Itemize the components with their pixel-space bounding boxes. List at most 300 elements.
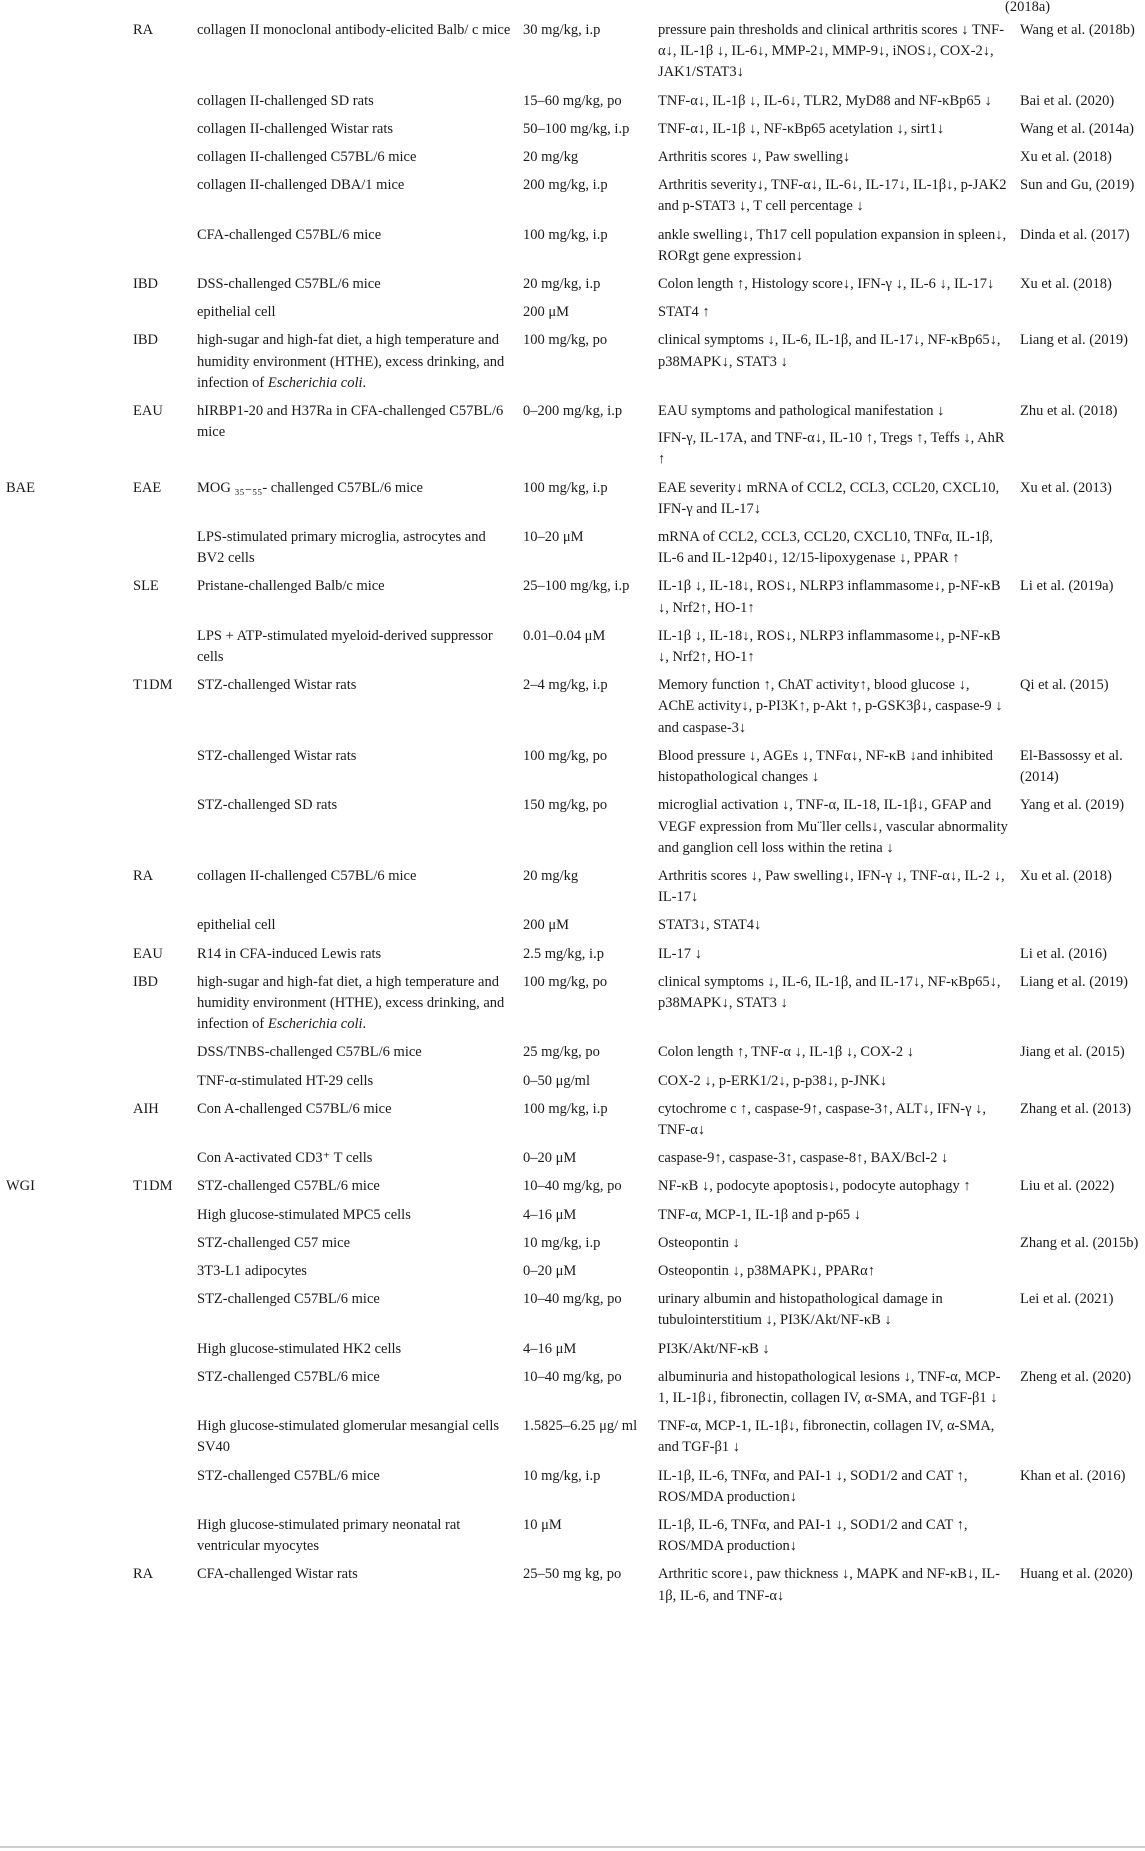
table-row bbox=[0, 675, 1145, 746]
table-row bbox=[0, 1339, 1145, 1367]
compound-cell bbox=[0, 866, 127, 915]
disease-cell bbox=[127, 1367, 191, 1416]
effect-cell bbox=[652, 1261, 1014, 1289]
effect-cell bbox=[652, 478, 1014, 527]
disease-cell: IBD bbox=[133, 332, 158, 349]
disease-cell: T1DM bbox=[133, 677, 173, 694]
effect-cell bbox=[652, 20, 1014, 91]
compound-cell bbox=[0, 1416, 127, 1465]
reference-cell: Xu et al. (2018) bbox=[1020, 276, 1112, 293]
model-text: hIRBP1-20 and H37Ra in CFA-challenged C57BL/6 mice bbox=[197, 403, 504, 441]
reference-cell: Zhu et al. (2018) bbox=[1020, 403, 1118, 420]
disease-cell bbox=[127, 175, 191, 224]
effect-text: Memory function ↑, ChAT activity↑, blood glucose ↓, AChE activity↓, p-PI3K↑, p-Akt ↑, p-GSK3β↓, caspase-9 ↓ and caspase-3↓ bbox=[658, 677, 1003, 736]
effect-cell bbox=[652, 119, 1014, 147]
disease-cell bbox=[127, 1261, 191, 1289]
disease-cell bbox=[127, 1515, 191, 1564]
effect-cell bbox=[652, 795, 1014, 866]
compound-cell bbox=[0, 274, 127, 302]
model-text: High glucose-stimulated primary neonatal rat ventricular myocytes bbox=[197, 1516, 461, 1555]
disease-cell bbox=[127, 1071, 191, 1099]
disease-cell bbox=[127, 527, 191, 576]
effect-cell bbox=[652, 1148, 1014, 1176]
model-text: high-sugar and high-fat diet, a high temperature and humidity environment (HTHE), excess drinking, and infection of bbox=[197, 332, 505, 391]
table-row bbox=[0, 1205, 1145, 1233]
effect-cell bbox=[652, 1515, 1014, 1564]
reference-cell: Jiang et al. (2015) bbox=[1020, 1044, 1125, 1061]
model-text: high-sugar and high-fat diet, a high temperature and humidity environment (HTHE), excess drinking, and infection of bbox=[197, 973, 505, 1033]
table-row bbox=[0, 302, 1145, 330]
effect-text: Osteopontin ↓, p38MAPK↓, PPARα↑ bbox=[658, 1262, 875, 1279]
reference-cell: Li et al. (2019a) bbox=[1020, 578, 1114, 595]
model-text: STZ-challenged C57BL/6 mice bbox=[197, 1291, 380, 1308]
dose-cell: 2.5 mg/kg, i.p bbox=[523, 945, 604, 962]
effect-cell bbox=[652, 1367, 1014, 1416]
disease-cell bbox=[127, 1148, 191, 1176]
compound-cell bbox=[0, 1261, 127, 1289]
compound-cell bbox=[0, 1099, 127, 1148]
effect-text: Blood pressure ↓, AGEs ↓, TNFα↓, NF-κB ↓and inhibited histopathological changes ↓ bbox=[658, 747, 993, 786]
dose-cell: 30 mg/kg, i.p bbox=[523, 22, 601, 38]
effect-cell bbox=[652, 1416, 1014, 1465]
table-row bbox=[0, 1042, 1145, 1070]
effect-cell bbox=[652, 527, 1014, 576]
dose-cell: 10–40 mg/kg, po bbox=[523, 1368, 622, 1385]
model-text: CFA-challenged Wistar rats bbox=[197, 1566, 358, 1583]
dose-cell: 0.01–0.04 μM bbox=[523, 627, 606, 644]
compound-cell bbox=[0, 746, 127, 795]
dose-cell: 10–40 mg/kg, po bbox=[523, 1178, 622, 1195]
compound-cell bbox=[0, 1148, 127, 1176]
reference-cell bbox=[1014, 915, 1145, 943]
reference-cell bbox=[1014, 1071, 1145, 1099]
model-cell bbox=[191, 944, 517, 972]
model-cell bbox=[191, 1071, 517, 1099]
model-cell bbox=[191, 91, 517, 119]
reference-cell: Qi et al. (2015) bbox=[1020, 677, 1109, 694]
reference-cell bbox=[1014, 1515, 1145, 1564]
reference-cell: Xu et al. (2018) bbox=[1020, 867, 1112, 884]
dose-cell: 4–16 μM bbox=[523, 1206, 577, 1223]
effect-text: IL-1β ↓, IL-18↓, ROS↓, NLRP3 inflammasome↓, p-NF-κB ↓, Nrf2↑, HO-1↑ bbox=[658, 578, 1001, 616]
effect-cell bbox=[652, 915, 1014, 943]
compound-cell bbox=[0, 944, 127, 972]
dose-cell: 200 mg/kg, i.p bbox=[523, 177, 608, 194]
table-row bbox=[0, 626, 1145, 675]
model-cell bbox=[191, 795, 517, 866]
reference-cell: Xu et al. (2013) bbox=[1020, 479, 1112, 496]
table-row bbox=[0, 915, 1145, 943]
disease-cell bbox=[127, 1466, 191, 1515]
effect-cell bbox=[652, 91, 1014, 119]
compound-cell bbox=[0, 147, 127, 175]
compound-cell bbox=[0, 1339, 127, 1367]
table-row bbox=[0, 1466, 1145, 1515]
dose-cell: 100 mg/kg, i.p bbox=[523, 226, 608, 243]
model-text: collagen II-challenged C57BL/6 mice bbox=[197, 149, 417, 166]
effect-cell bbox=[652, 147, 1014, 175]
disease-cell bbox=[127, 1289, 191, 1338]
model-text: epithelial cell bbox=[197, 917, 276, 934]
compound-cell bbox=[0, 1367, 127, 1416]
model-text: epithelial cell bbox=[197, 304, 276, 321]
model-text: High glucose-stimulated MPC5 cells bbox=[197, 1206, 411, 1223]
table-row bbox=[0, 866, 1145, 915]
effect-text: STAT4 ↑ bbox=[658, 304, 710, 321]
model-cell bbox=[191, 225, 517, 274]
model-text: STZ-challenged C57BL/6 mice bbox=[197, 1368, 380, 1385]
table-row bbox=[0, 1416, 1145, 1465]
compound-cell: WGI bbox=[6, 1178, 35, 1195]
effect-text: clinical symptoms ↓, IL-6, IL-1β, and IL-17↓, NF-κBp65↓, p38MAPK↓, STAT3 ↓ bbox=[658, 973, 1001, 1011]
table-row bbox=[0, 1148, 1145, 1176]
table-row bbox=[0, 330, 1145, 401]
effect-text: pressure pain thresholds and clinical arthritis scores ↓ TNF-α↓, IL-1β ↓, IL-6↓, MMP-2↓, MMP-9↓, iNOS↓, COX-2↓, JAK1/STAT3↓ bbox=[658, 22, 1005, 81]
effect-cell bbox=[652, 1205, 1014, 1233]
effect-text: COX-2 ↓, p-ERK1/2↓, p-p38↓, p-JNK↓ bbox=[658, 1072, 888, 1089]
table-row bbox=[0, 147, 1145, 175]
dose-cell: 2–4 mg/kg, i.p bbox=[523, 677, 608, 694]
table-row bbox=[0, 119, 1145, 147]
model-cell bbox=[191, 1261, 517, 1289]
disease-cell: EAU bbox=[133, 403, 163, 420]
effect-cell bbox=[652, 1176, 1014, 1204]
effect-text: Colon length ↑, Histology score↓, IFN-γ ↓, IL-6 ↓, IL-17↓ bbox=[658, 276, 995, 293]
disease-cell: RA bbox=[133, 1566, 154, 1583]
disease-cell bbox=[127, 746, 191, 795]
model-text: TNF-α-stimulated HT-29 cells bbox=[197, 1072, 374, 1089]
effect-text: TNF-α↓, IL-1β ↓, IL-6↓, TLR2, MyD88 and NF-κBp65 ↓ bbox=[658, 92, 992, 109]
reference-cell: Dinda et al. (2017) bbox=[1020, 226, 1130, 243]
model-text: DSS-challenged C57BL/6 mice bbox=[197, 276, 381, 293]
table-row bbox=[0, 401, 1145, 478]
reference-cell: Liang et al. (2019) bbox=[1020, 973, 1128, 990]
table-row bbox=[0, 1099, 1145, 1148]
model-cell bbox=[191, 972, 517, 1043]
model-text: Pristane-challenged Balb/c mice bbox=[197, 578, 385, 595]
model-text: R14 in CFA-induced Lewis rats bbox=[197, 945, 382, 962]
model-cell bbox=[191, 675, 517, 746]
compound-cell bbox=[0, 675, 127, 746]
compound-cell bbox=[0, 626, 127, 675]
effect-text: IL-17 ↓ bbox=[658, 945, 702, 962]
dose-cell: 25–50 mg kg, po bbox=[523, 1566, 622, 1583]
table-row bbox=[0, 795, 1145, 866]
effect-cell bbox=[652, 576, 1014, 625]
model-text: collagen II-challenged DBA/1 mice bbox=[197, 177, 405, 194]
table-row bbox=[0, 478, 1145, 527]
disease-cell bbox=[127, 1339, 191, 1367]
effect-text: TNF-α, MCP-1, IL-1β and p-p65 ↓ bbox=[658, 1206, 862, 1223]
dose-cell: 100 mg/kg, i.p bbox=[523, 479, 608, 496]
model-text: STZ-challenged Wistar rats bbox=[197, 677, 357, 694]
reference-cell bbox=[1014, 1339, 1145, 1367]
disease-cell: EAE bbox=[133, 479, 162, 496]
effect-text: Arthritis scores ↓, Paw swelling↓ bbox=[658, 149, 851, 166]
table-row bbox=[0, 175, 1145, 224]
model-text: STZ-challenged C57BL/6 mice bbox=[197, 1178, 380, 1195]
dose-cell: 4–16 μM bbox=[523, 1340, 577, 1357]
model-species: Escherichia coli bbox=[267, 1016, 363, 1033]
effect-text: NF-κB ↓, podocyte apoptosis↓, podocyte autophagy ↑ bbox=[658, 1178, 971, 1195]
disease-cell bbox=[127, 119, 191, 147]
table-bottom-rule bbox=[0, 1846, 1145, 1848]
dose-cell: 150 mg/kg, po bbox=[523, 797, 608, 814]
effect-cell bbox=[652, 401, 1014, 478]
effect-text: microglial activation ↓, TNF-α, IL-18, IL-1β↓, GFAP and VEGF expression from Mu¨ller cells↓, vascular abnormality and ganglion cell loss within the retina ↓ bbox=[658, 797, 1008, 856]
table-row bbox=[0, 20, 1145, 91]
disease-cell: AIH bbox=[133, 1100, 159, 1117]
effect-text: TNF-α, MCP-1, IL-1β↓, fibronectin, collagen IV, α-SMA, and TGF-β1 ↓ bbox=[658, 1418, 995, 1456]
disease-cell bbox=[127, 915, 191, 943]
model-cell bbox=[191, 119, 517, 147]
dose-cell: 200 μM bbox=[523, 304, 570, 321]
model-cell bbox=[191, 626, 517, 675]
effect-text: IL-1β ↓, IL-18↓, ROS↓, NLRP3 inflammasome↓, p-NF-κB ↓, Nrf2↑, HO-1↑ bbox=[658, 627, 1001, 666]
model-cell bbox=[191, 1466, 517, 1515]
compound-cell bbox=[0, 1466, 127, 1515]
model-cell bbox=[191, 1367, 517, 1416]
effect-text: Arthritic score↓, paw thickness ↓, MAPK and NF-κB↓, IL-1β, IL-6, and TNF-α↓ bbox=[658, 1566, 1000, 1604]
model-text: STZ-challenged C57 mice bbox=[197, 1234, 351, 1251]
model-cell bbox=[191, 147, 517, 175]
model-cell bbox=[191, 175, 517, 224]
model-text: Con A-challenged C57BL/6 mice bbox=[197, 1100, 392, 1117]
model-text: collagen II-challenged C57BL/6 mice bbox=[197, 867, 417, 884]
dose-cell: 10–40 mg/kg, po bbox=[523, 1291, 622, 1308]
dose-cell: 200 μM bbox=[523, 917, 570, 934]
effect-text: cytochrome c ↑, caspase-9↑, caspase-3↑, ALT↓, IFN-γ ↓, TNF-α↓ bbox=[658, 1100, 986, 1138]
model-text: STZ-challenged Wistar rats bbox=[197, 747, 357, 764]
model-tail: . bbox=[362, 1016, 367, 1033]
compound-cell bbox=[0, 91, 127, 119]
dose-cell: 20 mg/kg bbox=[523, 867, 579, 884]
model-cell bbox=[191, 401, 517, 478]
reference-cell: El-Bassossy et al. (2014) bbox=[1020, 747, 1123, 786]
effect-text: TNF-α↓, IL-1β ↓, NF-κBp65 acetylation ↓, sirt1↓ bbox=[658, 120, 945, 137]
reference-cell bbox=[1014, 302, 1145, 330]
reference-cell: Xu et al. (2018) bbox=[1020, 149, 1112, 166]
effect-cell bbox=[652, 330, 1014, 401]
dose-cell: 20 mg/kg bbox=[523, 149, 579, 166]
model-text: collagen II-challenged Wistar rats bbox=[197, 120, 394, 137]
model-tail: . bbox=[362, 374, 367, 391]
model-cell bbox=[191, 1099, 517, 1148]
compound-cell bbox=[0, 1042, 127, 1070]
model-cell bbox=[191, 527, 517, 576]
compound-cell: BAE bbox=[6, 479, 35, 496]
model-cell bbox=[191, 330, 517, 401]
table-row bbox=[0, 746, 1145, 795]
effect-text-secondary: IFN-γ, IL-17A, and TNF-α↓, IL-10 ↑, Tregs ↑, Teffs ↓, AhR ↑ bbox=[658, 430, 1005, 468]
reference-cell: Liang et al. (2019) bbox=[1020, 332, 1128, 349]
disease-cell bbox=[127, 626, 191, 675]
model-cell bbox=[191, 1289, 517, 1338]
table-row bbox=[0, 576, 1145, 625]
dose-cell: 10 mg/kg, i.p bbox=[523, 1234, 601, 1251]
effect-cell bbox=[652, 1099, 1014, 1148]
disease-cell: IBD bbox=[133, 276, 158, 293]
reference-cell: Lei et al. (2021) bbox=[1020, 1291, 1114, 1308]
model-text: 3T3-L1 adipocytes bbox=[197, 1262, 307, 1279]
model-cell bbox=[191, 746, 517, 795]
table-row bbox=[0, 1564, 1145, 1613]
compound-cell bbox=[0, 302, 127, 330]
compound-cell bbox=[0, 1233, 127, 1261]
continued-reference: (2018a) bbox=[1005, 0, 1051, 15]
dose-cell: 100 mg/kg, po bbox=[523, 973, 608, 990]
disease-cell bbox=[127, 1205, 191, 1233]
effect-cell bbox=[652, 1071, 1014, 1099]
model-cell bbox=[191, 478, 517, 527]
disease-cell bbox=[127, 302, 191, 330]
model-text: CFA-challenged C57BL/6 mice bbox=[197, 226, 382, 243]
table-row bbox=[0, 972, 1145, 1043]
disease-cell bbox=[127, 225, 191, 274]
reference-cell: Zhang et al. (2013) bbox=[1020, 1100, 1132, 1117]
effect-text: STAT3↓, STAT4↓ bbox=[658, 917, 762, 934]
reference-cell: Zheng et al. (2020) bbox=[1020, 1368, 1132, 1385]
effect-cell bbox=[652, 225, 1014, 274]
dose-cell: 10–20 μM bbox=[523, 529, 584, 546]
model-text: LPS-stimulated primary microglia, astrocytes and BV2 cells bbox=[197, 529, 486, 567]
model-cell bbox=[191, 915, 517, 943]
dose-cell: 0–20 μM bbox=[523, 1262, 577, 1279]
compound-effects-table bbox=[0, 20, 1145, 1614]
effect-cell bbox=[652, 302, 1014, 330]
dose-cell: 10 μM bbox=[523, 1516, 562, 1533]
model-text: LPS + ATP-stimulated myeloid-derived suppressor cells bbox=[197, 627, 493, 666]
reference-cell bbox=[1014, 1205, 1145, 1233]
effect-text: urinary albumin and histopathological damage in tubulointerstitium ↓, PI3K/Akt/NF-κB ↓ bbox=[658, 1291, 943, 1329]
disease-cell bbox=[127, 1042, 191, 1070]
effect-text: albuminuria and histopathological lesions ↓, TNF-α, MCP-1, IL-1β↓, fibronectin, collagen IV, α-SMA, and TGF-β1 ↓ bbox=[658, 1368, 1001, 1406]
model-cell bbox=[191, 274, 517, 302]
compound-cell bbox=[0, 972, 127, 1043]
dose-cell: 0–50 μg/ml bbox=[523, 1072, 590, 1089]
reference-cell: Wang et al. (2018b) bbox=[1020, 22, 1135, 38]
model-cell bbox=[191, 866, 517, 915]
model-cell bbox=[191, 1416, 517, 1465]
reference-cell: Khan et al. (2016) bbox=[1020, 1467, 1126, 1484]
effect-cell bbox=[652, 1466, 1014, 1515]
disease-cell bbox=[127, 147, 191, 175]
table-row bbox=[0, 1261, 1145, 1289]
compound-cell bbox=[0, 401, 127, 478]
compound-cell bbox=[0, 20, 127, 91]
model-cell bbox=[191, 576, 517, 625]
disease-cell: T1DM bbox=[133, 1178, 173, 1195]
table-row bbox=[0, 1367, 1145, 1416]
reference-cell: Wang et al. (2014a) bbox=[1020, 120, 1134, 137]
reference-cell bbox=[1014, 1148, 1145, 1176]
effect-text: ankle swelling↓, Th17 cell population expansion in spleen↓, RORgt gene expression↓ bbox=[658, 226, 1007, 264]
model-cell bbox=[191, 1205, 517, 1233]
reference-cell: Liu et al. (2022) bbox=[1020, 1178, 1115, 1195]
compound-cell bbox=[0, 1071, 127, 1099]
model-text: STZ-challenged C57BL/6 mice bbox=[197, 1467, 380, 1484]
effect-text: Arthritis severity↓, TNF-α↓, IL-6↓, IL-17↓, IL-1β↓, p-JAK2 and p-STAT3 ↓, T cell percentage ↓ bbox=[658, 177, 1007, 215]
effect-text: Arthritis scores ↓, Paw swelling↓, IFN-γ ↓, TNF-α↓, IL-2 ↓, IL-17↓ bbox=[658, 867, 1005, 906]
effect-cell bbox=[652, 746, 1014, 795]
effect-text: IL-1β, IL-6, TNFα, and PAI-1 ↓, SOD1/2 and CAT ↑, ROS/MDA production↓ bbox=[658, 1516, 968, 1555]
dose-cell: 25 mg/kg, po bbox=[523, 1044, 600, 1061]
compound-cell bbox=[0, 225, 127, 274]
dose-cell: 10 mg/kg, i.p bbox=[523, 1467, 601, 1484]
effect-text: IL-1β, IL-6, TNFα, and PAI-1 ↓, SOD1/2 and CAT ↑, ROS/MDA production↓ bbox=[658, 1467, 968, 1505]
dose-cell: 20 mg/kg, i.p bbox=[523, 276, 601, 293]
reference-cell: Zhang et al. (2015b) bbox=[1020, 1234, 1139, 1251]
table-row bbox=[0, 274, 1145, 302]
compound-cell bbox=[0, 1515, 127, 1564]
effect-cell bbox=[652, 1289, 1014, 1338]
reference-cell: Bai et al. (2020) bbox=[1020, 92, 1115, 109]
compound-cell bbox=[0, 175, 127, 224]
disease-cell bbox=[127, 91, 191, 119]
effect-cell bbox=[652, 274, 1014, 302]
model-cell bbox=[191, 1515, 517, 1564]
model-text: High glucose-stimulated HK2 cells bbox=[197, 1340, 402, 1357]
table-row bbox=[0, 1176, 1145, 1204]
effect-cell bbox=[652, 626, 1014, 675]
model-cell bbox=[191, 302, 517, 330]
dose-cell: 15–60 mg/kg, po bbox=[523, 92, 622, 109]
reference-cell bbox=[1014, 1416, 1145, 1465]
table-row bbox=[0, 944, 1145, 972]
model-text: MOG ₃₅₋₅₅- challenged C57BL/6 mice bbox=[197, 479, 423, 496]
model-cell bbox=[191, 1233, 517, 1261]
effect-cell bbox=[652, 175, 1014, 224]
effect-text: Colon length ↑, TNF-α ↓, IL-1β ↓, COX-2 ↓ bbox=[658, 1044, 914, 1061]
model-cell bbox=[191, 20, 517, 91]
dose-cell: 100 mg/kg, i.p bbox=[523, 1100, 608, 1117]
compound-cell bbox=[0, 119, 127, 147]
model-species: Escherichia coli bbox=[267, 374, 363, 391]
dose-cell: 0–200 mg/kg, i.p bbox=[523, 403, 623, 420]
reference-cell bbox=[1014, 1261, 1145, 1289]
effect-cell bbox=[652, 1042, 1014, 1070]
compound-cell bbox=[0, 1289, 127, 1338]
effect-cell bbox=[652, 866, 1014, 915]
disease-cell: SLE bbox=[133, 578, 159, 595]
model-cell bbox=[191, 1176, 517, 1204]
dose-cell: 100 mg/kg, po bbox=[523, 747, 608, 764]
model-text: STZ-challenged SD rats bbox=[197, 797, 338, 814]
compound-cell bbox=[0, 576, 127, 625]
table-row bbox=[0, 91, 1145, 119]
disease-cell: RA bbox=[133, 867, 154, 884]
disease-cell: IBD bbox=[133, 973, 158, 990]
dose-cell: 100 mg/kg, po bbox=[523, 332, 608, 349]
model-cell bbox=[191, 1148, 517, 1176]
reference-cell bbox=[1014, 626, 1145, 675]
table-row bbox=[0, 1233, 1145, 1261]
effect-text: caspase-9↑, caspase-3↑, caspase-8↑, BAX/Bcl-2 ↓ bbox=[658, 1150, 949, 1167]
effect-text: PI3K/Akt/NF-κB ↓ bbox=[658, 1340, 770, 1357]
model-text: Con A-activated CD3⁺ T cells bbox=[197, 1150, 373, 1167]
disease-cell bbox=[127, 795, 191, 866]
effect-cell bbox=[652, 1233, 1014, 1261]
model-text: collagen II-challenged SD rats bbox=[197, 92, 374, 109]
disease-cell bbox=[127, 1233, 191, 1261]
disease-cell: EAU bbox=[133, 945, 163, 962]
model-cell bbox=[191, 1564, 517, 1613]
effect-cell bbox=[652, 675, 1014, 746]
compound-cell bbox=[0, 915, 127, 943]
dose-cell: 50–100 mg/kg, i.p bbox=[523, 120, 630, 137]
effect-text: clinical symptoms ↓, IL-6, IL-1β, and IL-17↓, NF-κBp65↓, p38MAPK↓, STAT3 ↓ bbox=[658, 332, 1001, 370]
disease-cell: RA bbox=[133, 22, 154, 38]
